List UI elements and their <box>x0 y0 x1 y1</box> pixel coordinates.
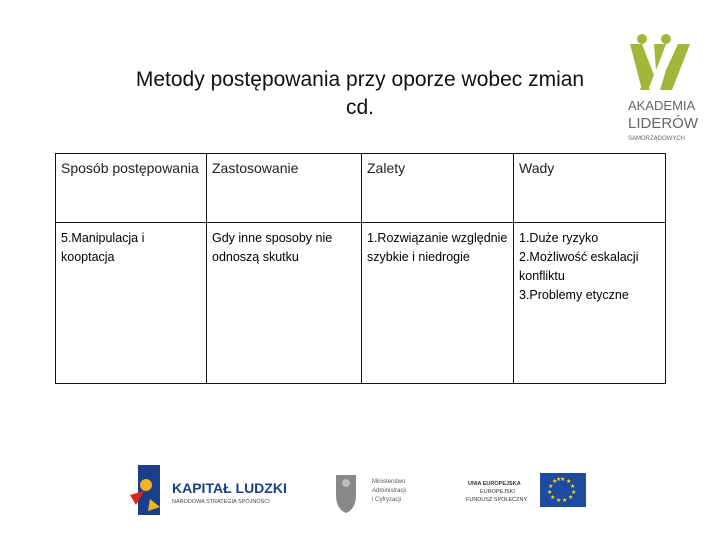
svg-text:AKADEMIA: AKADEMIA <box>628 98 696 113</box>
svg-text:★: ★ <box>547 489 553 496</box>
ministry-logo <box>336 475 406 513</box>
wady-item: 1.Duże ryzyko <box>519 231 599 245</box>
header-cell: Wady <box>514 154 666 223</box>
table-row <box>56 223 666 384</box>
svg-text:★: ★ <box>552 478 558 485</box>
svg-text:★: ★ <box>562 497 568 504</box>
kapital-ludzki-logo <box>130 465 287 515</box>
svg-text:★: ★ <box>571 489 577 496</box>
svg-text:★: ★ <box>570 483 576 490</box>
footer-logos <box>0 455 720 525</box>
svg-text:★: ★ <box>548 483 554 490</box>
ministry-line-2: Administracji <box>372 488 407 494</box>
header-cell: Zalety <box>362 154 514 223</box>
ministry-line-1: Ministerstwo <box>372 479 406 485</box>
table-header-row <box>56 154 666 223</box>
svg-text:★: ★ <box>556 476 562 483</box>
eu-logo <box>466 473 586 507</box>
eu-line-2: EUROPEJSKI <box>480 489 515 495</box>
eu-line-1: UNIA EUROPEJSKA <box>468 481 521 487</box>
eu-line-3: FUNDUSZ SPOŁECZNY <box>466 497 528 503</box>
kapital-title: KAPITAŁ LUDZKI <box>172 480 287 496</box>
cell-zalety: 1.Rozwiązanie względnie szybkie i niedrogie <box>362 223 514 384</box>
ministry-line-3: i Cyfryzacji <box>372 497 402 503</box>
cell-sposob: 5.Manipulacja i kooptacja <box>56 223 207 384</box>
kapital-sub: NARODOWA STRATEGIA SPÓJNOŚCI <box>172 499 270 505</box>
wady-item: 3.Problemy etyczne <box>519 288 629 302</box>
svg-text:LIDERÓW: LIDERÓW <box>628 115 699 132</box>
page-title <box>110 66 610 122</box>
methods-table <box>55 153 666 384</box>
svg-text:★: ★ <box>566 478 572 485</box>
title-line-2: cd. <box>345 96 374 119</box>
svg-text:★: ★ <box>556 497 562 504</box>
akademia-liderow-logo <box>620 30 700 150</box>
header-cell: Zastosowanie <box>207 154 362 223</box>
wady-item: 2.Możliwość eskalacji konfliktu <box>519 250 639 283</box>
svg-text:★: ★ <box>550 494 556 501</box>
cell-zastosowanie: Gdy inne sposoby nie odnoszą skutku <box>207 223 362 384</box>
svg-text:★: ★ <box>560 476 566 483</box>
svg-text:SAMORZĄDOWYCH: SAMORZĄDOWYCH <box>628 136 685 142</box>
svg-text:★: ★ <box>568 494 574 501</box>
header-cell: Sposób postępowania <box>56 154 207 223</box>
cell-wady <box>514 223 666 384</box>
title-line-1: Metody postępowania przy oporze wobec zmian <box>135 68 585 91</box>
